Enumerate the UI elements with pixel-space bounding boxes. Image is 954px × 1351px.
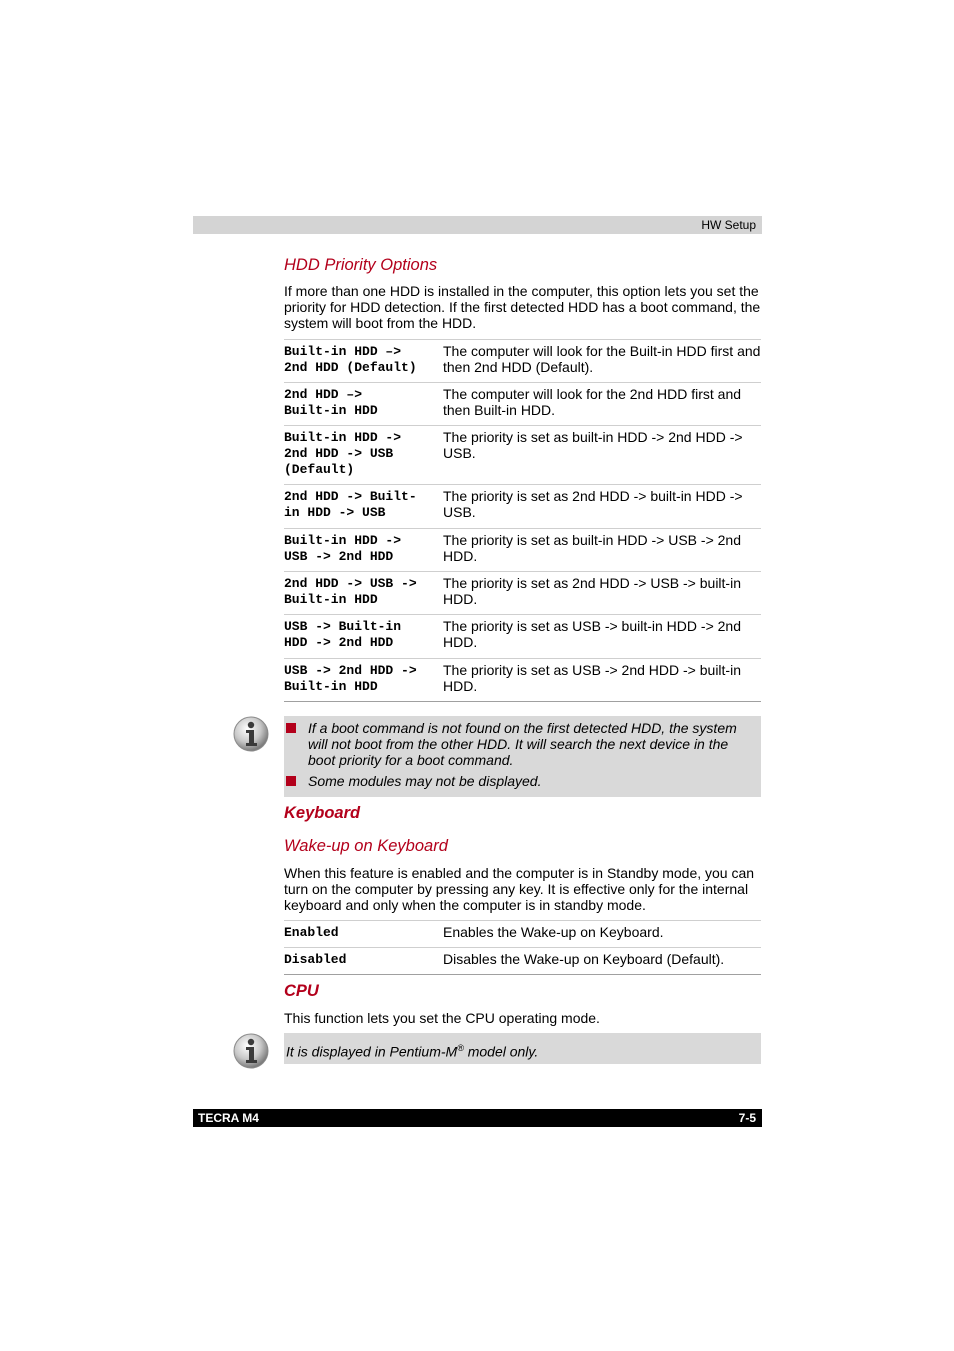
table-row xyxy=(284,948,761,975)
wakeup-keyboard-table xyxy=(284,920,761,975)
footer-page-number: 7-5 xyxy=(738,1111,756,1125)
option-description: The priority is set as USB -> built-in HDD -> 2nd HDD. xyxy=(443,615,761,659)
table-row xyxy=(284,529,761,572)
option-label: Enabled xyxy=(284,921,443,948)
note-text: Some modules may not be displayed. xyxy=(308,773,542,789)
page-header-bar xyxy=(193,216,762,234)
bullet-icon xyxy=(286,723,296,733)
table-row xyxy=(284,485,761,529)
note-text-suffix: model only. xyxy=(463,1043,539,1060)
table-row xyxy=(284,615,761,659)
hdd-priority-table xyxy=(284,339,761,702)
table-row xyxy=(284,340,761,383)
option-label: USB -> Built-in HDD -> 2nd HDD xyxy=(284,615,443,659)
option-description: The priority is set as 2nd HDD -> USB -> built-in HDD. xyxy=(443,572,761,615)
keyboard-heading: Keyboard xyxy=(284,804,361,822)
info-icon xyxy=(233,716,269,752)
option-description: The priority is set as built-in HDD -> 2nd HDD -> USB. xyxy=(443,426,761,485)
note-box-hdd xyxy=(284,716,761,797)
wakeup-keyboard-intro: When this feature is enabled and the computer is in Standby mode, you can turn on the computer by pressing any key. It is effective only for the internal keyboard and only when the computer is in standby mode. xyxy=(284,865,755,913)
table-row xyxy=(284,659,761,702)
hdd-priority-intro: If more than one HDD is installed in the computer, this option lets you set the priority for HDD detection. If the first detected HDD has a boot command, the system will boot from the HDD. xyxy=(284,283,761,331)
option-description: The computer will look for the 2nd HDD first and then Built-in HDD. xyxy=(443,383,761,426)
option-description: The priority is set as built-in HDD -> USB -> 2nd HDD. xyxy=(443,529,761,572)
option-label: USB -> 2nd HDD -> Built-in HDD xyxy=(284,659,443,702)
option-label: Built-in HDD –> 2nd HDD (Default) xyxy=(284,340,443,383)
note-item xyxy=(284,720,753,768)
page-footer-bar xyxy=(193,1109,762,1127)
cpu-intro: This function lets you set the CPU operating mode. xyxy=(284,1010,600,1026)
option-label: Disabled xyxy=(284,948,443,975)
section-name: HW Setup xyxy=(701,218,756,232)
footer-model: TECRA M4 xyxy=(198,1111,259,1125)
option-label: Built-in HDD -> USB -> 2nd HDD xyxy=(284,529,443,572)
note-text: If a boot command is not found on the first detected HDD, the system will not boot from the other HDD. It will search the next device in the boot priority for a boot command. xyxy=(308,720,737,768)
hdd-priority-heading: HDD Priority Options xyxy=(284,256,438,274)
note-item xyxy=(284,773,753,789)
option-description: Enables the Wake-up on Keyboard. xyxy=(443,921,761,948)
option-label: 2nd HDD -> Built- in HDD -> USB xyxy=(284,485,443,529)
option-label: 2nd HDD –> Built-in HDD xyxy=(284,383,443,426)
table-row xyxy=(284,921,761,948)
info-icon xyxy=(233,1033,269,1069)
option-description: The priority is set as USB -> 2nd HDD -> built-in HDD. xyxy=(443,659,761,702)
bullet-icon xyxy=(286,776,296,786)
option-description: The priority is set as 2nd HDD -> built-in HDD -> USB. xyxy=(443,485,761,529)
option-label: 2nd HDD -> USB -> Built-in HDD xyxy=(284,572,443,615)
note-text xyxy=(286,1040,538,1060)
table-row xyxy=(284,426,761,485)
note-text-prefix: It is displayed in Pentium-M xyxy=(286,1043,458,1060)
option-label: Built-in HDD -> 2nd HDD -> USB (Default) xyxy=(284,426,443,485)
option-description: Disables the Wake-up on Keyboard (Default). xyxy=(443,948,761,975)
registered-mark: ® xyxy=(457,1043,464,1053)
table-row xyxy=(284,572,761,615)
cpu-heading: CPU xyxy=(284,982,319,1000)
note-box-cpu xyxy=(284,1033,761,1064)
wakeup-keyboard-heading: Wake-up on Keyboard xyxy=(284,837,448,855)
table-row xyxy=(284,383,761,426)
option-description: The computer will look for the Built-in HDD first and then 2nd HDD (Default). xyxy=(443,340,761,383)
